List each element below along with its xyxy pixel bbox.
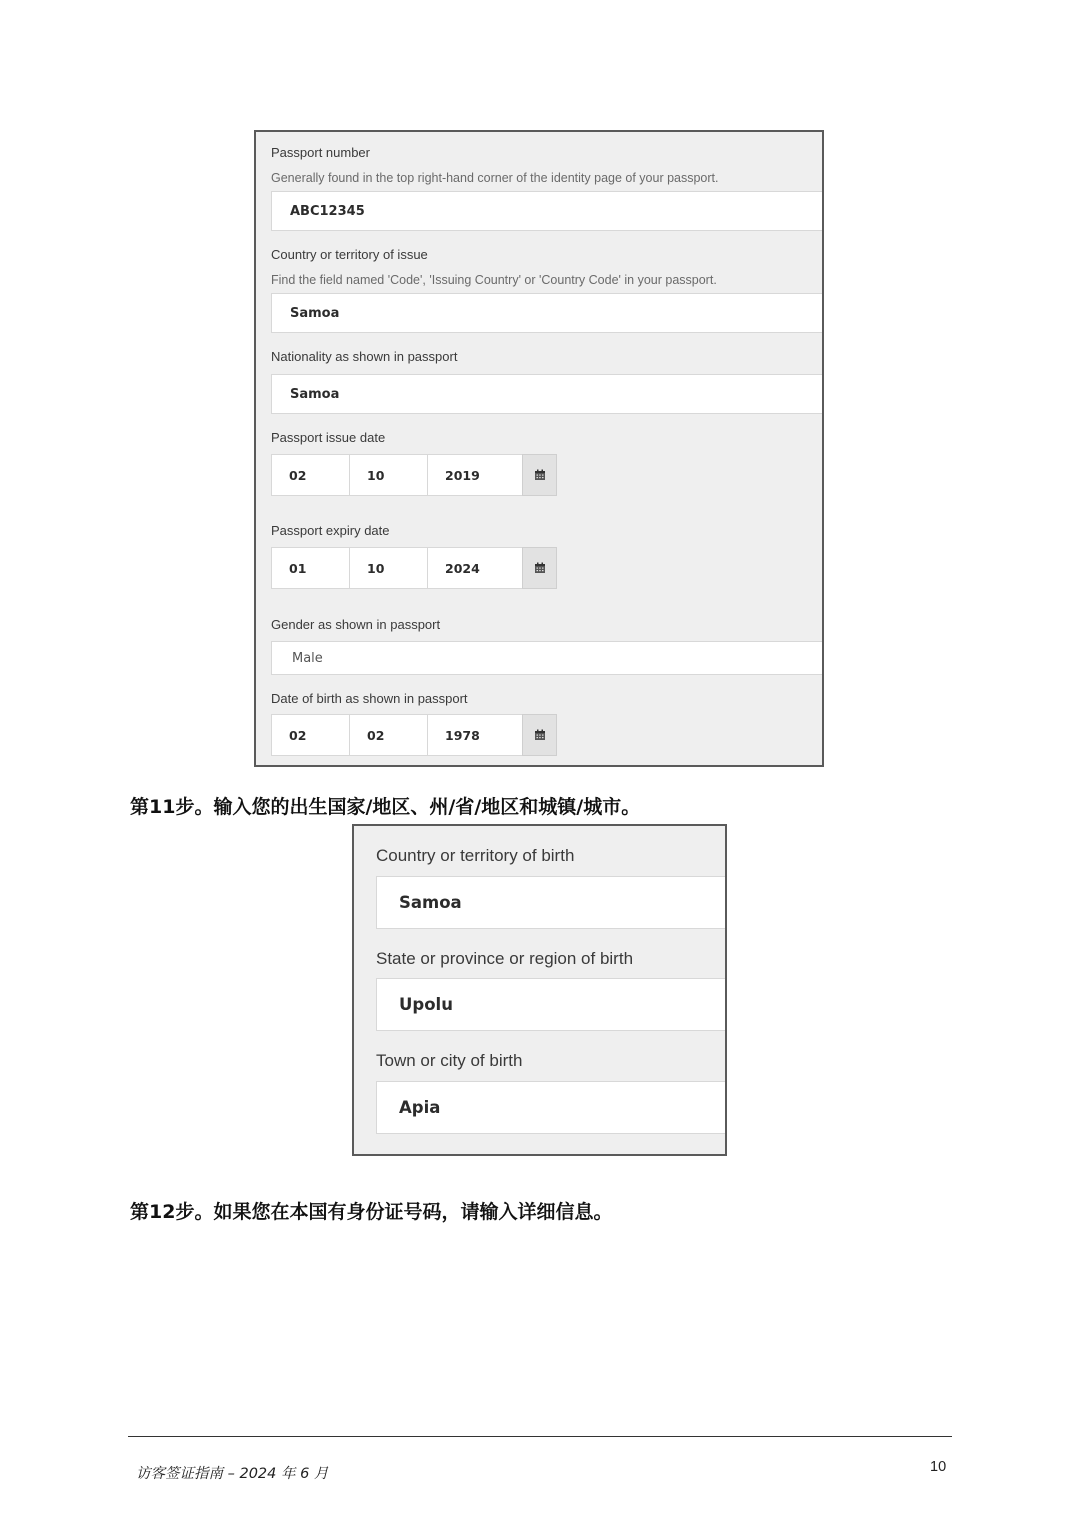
calendar-icon: [534, 729, 546, 741]
calendar-icon: [534, 562, 546, 574]
country-of-issue-help: Find the field named 'Code', 'Issuing Country' or 'Country Code' in your passport.: [271, 273, 717, 287]
issue-date-calendar-button[interactable]: [522, 454, 557, 496]
expiry-year-field[interactable]: 2024: [427, 547, 523, 589]
date-of-birth-group: [271, 714, 557, 756]
expiry-day-field[interactable]: 01: [271, 547, 350, 589]
birth-place-screenshot: [352, 824, 727, 1156]
gender-label: Gender as shown in passport: [271, 617, 441, 632]
birth-day-field[interactable]: 02: [271, 714, 350, 756]
passport-number-field[interactable]: ABC12345: [271, 191, 824, 231]
birth-year-field[interactable]: 1978: [427, 714, 523, 756]
expiry-date-calendar-button[interactable]: [522, 547, 557, 589]
footer-title: 访客签证指南 – 2024 年 6 月: [136, 1466, 329, 1482]
footer-divider: [128, 1436, 952, 1437]
calendar-icon: [534, 469, 546, 481]
issue-month-field[interactable]: 10: [349, 454, 428, 496]
gender-field[interactable]: Male: [271, 641, 824, 675]
expiry-month-field[interactable]: 10: [349, 547, 428, 589]
step-12-instruction: 第12步。如果您在本国有身份证号码，请输入详细信息。: [130, 1201, 613, 1223]
country-of-issue-field[interactable]: Samoa: [271, 293, 824, 333]
passport-number-help: Generally found in the top right-hand corner of the identity page of your passport.: [271, 171, 719, 185]
issue-date-group: [271, 454, 557, 496]
country-of-issue-label: Country or territory of issue: [271, 247, 428, 262]
town-of-birth-field[interactable]: Apia: [376, 1081, 727, 1134]
step-11-instruction: 第11步。输入您的出生国家/地区、州/省/地区和城镇/城市。: [130, 796, 641, 818]
nationality-field[interactable]: Samoa: [271, 374, 824, 414]
country-of-birth-label: Country or territory of birth: [376, 846, 575, 865]
town-of-birth-label: Town or city of birth: [376, 1051, 523, 1070]
birth-date-calendar-button[interactable]: [522, 714, 557, 756]
country-of-birth-field[interactable]: Samoa: [376, 876, 727, 929]
passport-details-screenshot: [254, 130, 824, 767]
state-of-birth-field[interactable]: Upolu: [376, 978, 727, 1031]
expiry-date-group: [271, 547, 557, 589]
passport-number-label: Passport number: [271, 145, 370, 160]
page-number: 10: [930, 1459, 947, 1475]
issue-date-label: Passport issue date: [271, 430, 386, 445]
birth-month-field[interactable]: 02: [349, 714, 428, 756]
state-of-birth-label: State or province or region of birth: [376, 949, 634, 968]
nationality-label: Nationality as shown in passport: [271, 349, 458, 364]
expiry-date-label: Passport expiry date: [271, 523, 390, 538]
issue-year-field[interactable]: 2019: [427, 454, 523, 496]
issue-day-field[interactable]: 02: [271, 454, 350, 496]
date-of-birth-label: Date of birth as shown in passport: [271, 691, 468, 706]
